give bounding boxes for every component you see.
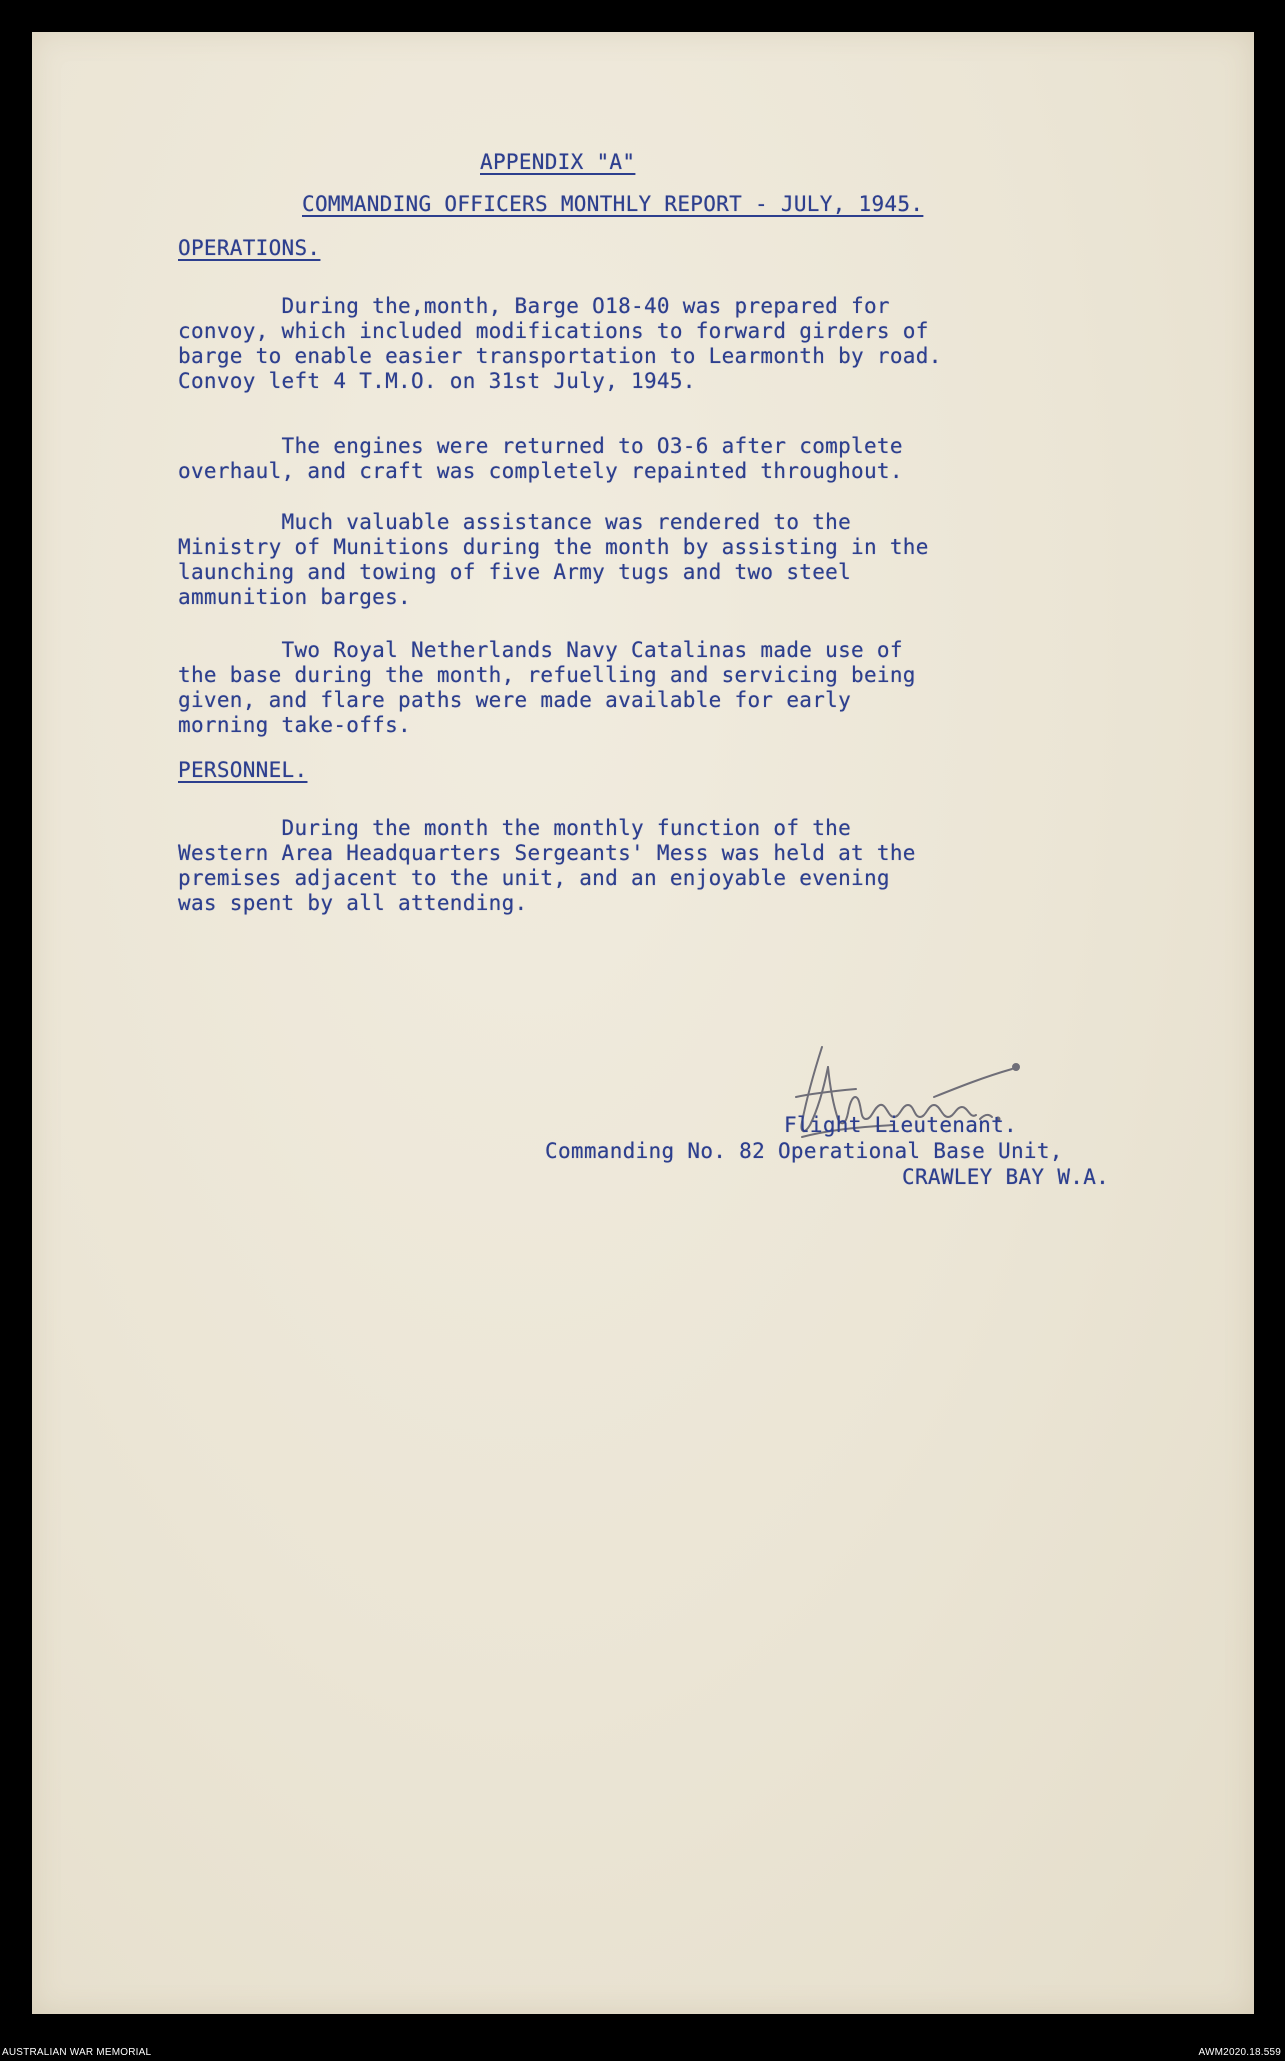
footer-catalogue-number: AWM2020.18.559 <box>1198 2047 1281 2058</box>
paragraph-line: launching and towing of five Army tugs and two steel <box>178 560 852 584</box>
paragraph-line: During the month the monthly function of the <box>178 816 852 840</box>
paragraph-line: premises adjacent to the unit, and an enjoyable evening <box>178 866 890 890</box>
paragraph-line: given, and flare paths were made available for early <box>178 688 852 712</box>
paragraph-line: ammunition barges. <box>178 585 411 609</box>
paragraph-line: Much valuable assistance was rendered to the <box>178 510 852 534</box>
operations-paragraph-4 <box>178 638 916 738</box>
paragraph-line: barge to enable easier transportation to Learmonth by road. <box>178 344 942 368</box>
section-heading-operations: OPERATIONS. <box>178 236 321 260</box>
paragraph-line: the base during the month, refuelling and servicing being <box>178 663 916 687</box>
appendix-title: APPENDIX "A" <box>480 150 636 174</box>
personnel-paragraph-1 <box>178 816 916 916</box>
section-heading-personnel: PERSONNEL. <box>178 758 308 782</box>
signatory-location: CRAWLEY BAY W.A. <box>902 1165 1110 1189</box>
paragraph-line: During the,month, Barge O18-40 was prepared for <box>178 294 890 318</box>
paragraph-line: convoy, which included modifications to forward girders of <box>178 319 929 343</box>
operations-paragraph-3 <box>178 510 929 610</box>
operations-paragraph-1 <box>178 294 942 394</box>
paragraph-line: overhaul, and craft was completely repainted throughout. <box>178 459 903 483</box>
paragraph-line: Western Area Headquarters Sergeants' Mess was held at the <box>178 841 916 865</box>
paragraph-line: was spent by all attending. <box>178 891 528 915</box>
paragraph-line: Two Royal Netherlands Navy Catalinas made use of <box>178 638 903 662</box>
footer-archive-name: AUSTRALIAN WAR MEMORIAL <box>2 2047 152 2058</box>
paragraph-line: The engines were returned to O3-6 after complete <box>178 434 903 458</box>
paragraph-line: morning take-offs. <box>178 713 411 737</box>
paragraph-line: Convoy left 4 T.M.O. on 31st July, 1945. <box>178 369 696 393</box>
report-title: COMMANDING OFFICERS MONTHLY REPORT - JULY, 1945. <box>302 192 924 216</box>
document-page <box>32 32 1254 2014</box>
signatory-rank: Flight Lieutenant. <box>784 1113 1017 1137</box>
paragraph-line: Ministry of Munitions during the month by assisting in the <box>178 535 929 559</box>
operations-paragraph-2 <box>178 434 903 484</box>
signatory-command: Commanding No. 82 Operational Base Unit, <box>545 1139 1063 1163</box>
